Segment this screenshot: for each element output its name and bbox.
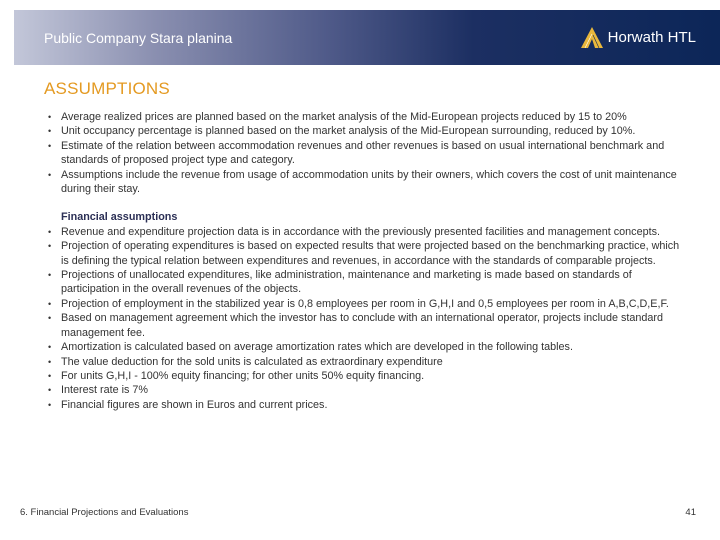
footer-section: 6. Financial Projections and Evaluations	[20, 507, 189, 518]
list-item: • Estimate of the relation between accommodation revenues and other revenues is based on usual international benchmark and standards of proposed project type and category.	[44, 139, 684, 168]
list-item: • Unit occupancy percentage is planned based on the market analysis of the Mid-European surrounding, reduced by 10%.	[44, 124, 684, 138]
list-item: • The value deduction for the sold units is calculated as extraordinary expenditure	[44, 355, 684, 369]
financial-assumptions-title: Financial assumptions	[61, 211, 178, 224]
list-item: • Average realized prices are planned based on the market analysis of the Mid-European projects reduced by 15 to 20%	[44, 110, 684, 124]
page-number: 41	[685, 507, 696, 518]
list-item: • Amortization is calculated based on average amortization rates which are developed in the following tables.	[44, 340, 684, 354]
list-item: • Interest rate is 7%	[44, 383, 684, 397]
list-item: • Assumptions include the revenue from usage of accommodation units by their owners, which covers the cost of unit maintenance during their stay.	[44, 168, 684, 197]
financial-assumptions-list	[44, 225, 684, 412]
list-item: • For units G,H,I - 100% equity financing; for other units 50% equity financing.	[44, 369, 684, 383]
logo-mountain-icon	[579, 25, 605, 49]
horwath-logo	[579, 25, 696, 49]
logo-text: Horwath HTL	[607, 28, 696, 46]
assumptions-content	[44, 110, 684, 412]
company-title: Public Company Stara planina	[44, 30, 233, 46]
list-item: • Financial figures are shown in Euros and current prices.	[44, 398, 684, 412]
page-heading: ASSUMPTIONS	[44, 79, 170, 98]
general-assumptions-list	[44, 110, 684, 196]
list-item: • Projections of unallocated expenditures, like administration, maintenance and marketing is made based on standards of participation in the overall revenues of the objects.	[44, 268, 684, 297]
list-item: • Projection of operating expenditures is based on expected results that were projected based on the benchmarking practice, which is defining the typical relation between expenditures and revenues, in accordance with the standards of comparable projects.	[44, 239, 684, 268]
list-item: • Projection of employment in the stabilized year is 0,8 employees per room in G,H,I and 0,5 employees per room in A,B,C,D,E,F.	[44, 297, 684, 311]
list-item: • Based on management agreement which the investor has to conclude with an international operator, projects include standard management fee.	[44, 311, 684, 340]
header-banner	[14, 10, 720, 65]
list-item: • Revenue and expenditure projection data is in accordance with the previously presented facilities and management concepts.	[44, 225, 684, 239]
